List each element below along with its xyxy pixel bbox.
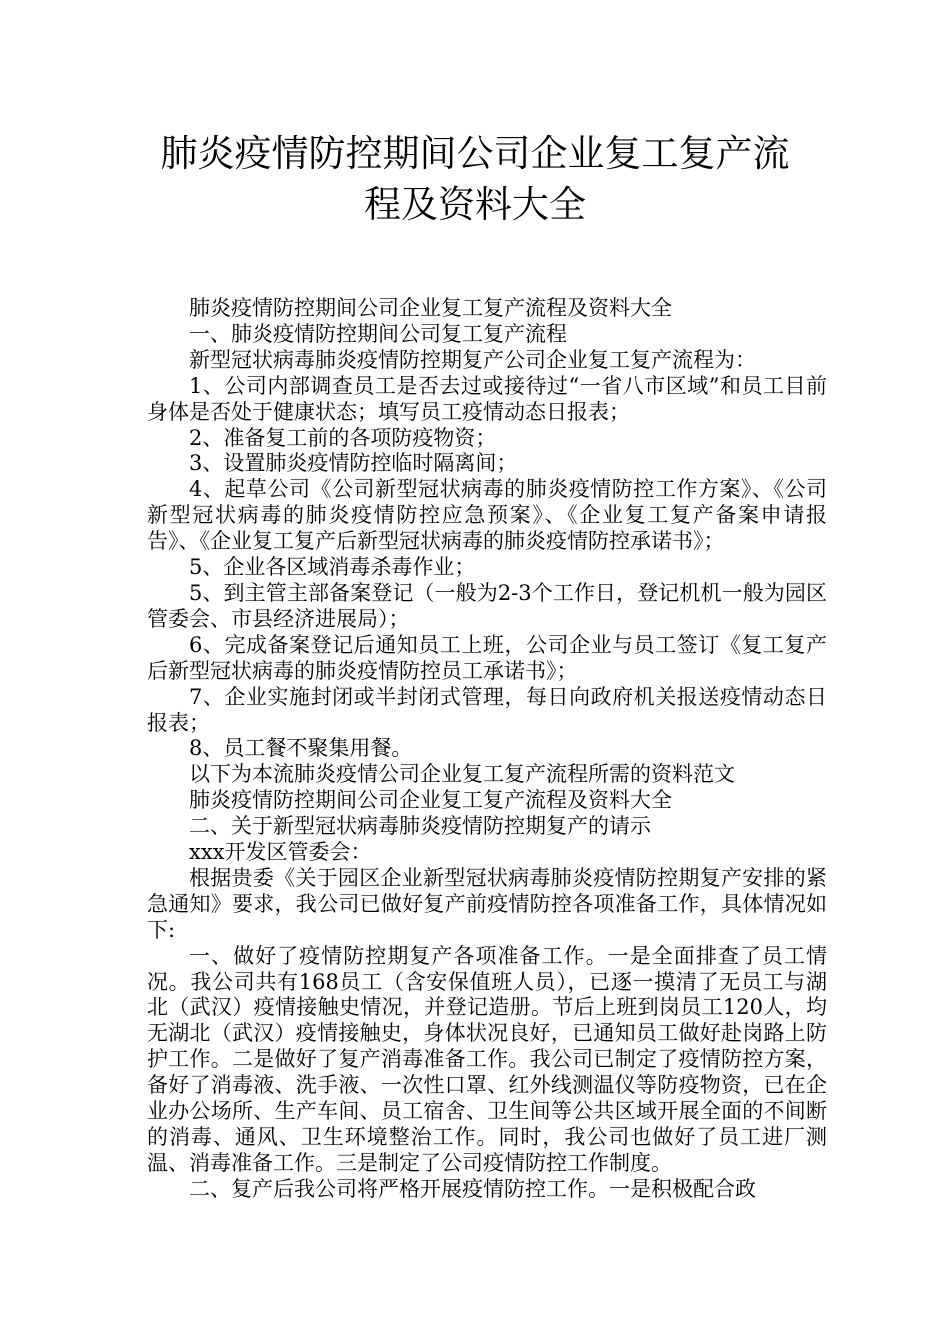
paragraph: 7、企业实施封闭或半封闭式管理，每日向政府机关报送疫情动态日报表； <box>147 684 827 735</box>
document-body <box>147 296 827 1203</box>
paragraph: 3、设置肺炎疫情防控临时隔离间； <box>189 451 518 476</box>
paragraph: 5、到主管主部备案登记（一般为2-3个工作日，登记机机一般为园区管委会、市县经济进展局）； <box>147 580 827 631</box>
paragraph: 一、肺炎疫情防控期间公司复工复产流程 <box>189 321 567 346</box>
paragraph: 新型冠状病毒肺炎疫情防控期复产公司企业复工复产流程为： <box>189 347 756 372</box>
paragraph: 4、起草公司《公司新型冠状病毒的肺炎疫情防控工作方案》、《公司新型冠状病毒的肺炎疫情防控应急预案》、《企业复工复产备案申请报告》、《企业复工复产后新型冠状病毒的肺炎疫情防控承诺书》； <box>147 477 827 554</box>
paragraph: 2、准备复工前的各项防疫物资； <box>189 425 497 450</box>
paragraph: 肺炎疫情防控期间公司企业复工复产流程及资料大全 <box>189 788 672 813</box>
title-line-2: 程及资料大全 <box>364 183 586 226</box>
paragraph: 1、公司内部调查员工是否去过或接待过“一省八市区域”和员工目前身体是否处于健康状态；填写员工疫情动态日报表； <box>147 373 827 424</box>
paragraph: 一、做好了疫情防控期复产各项准备工作。一是全面排查了员工情况。我公司共有168员工（含安保值班人员），已逐一摸清了无员工与湖北（武汉）疫情接触史情况，并登记造册。节后上班到岗员工120人，均无湖北（武汉）疫情接触史，身体状况良好，已通知员工做好赴岗路上防护工作。二是做好了复产消毒准备工作。我公司已制定了疫情防控方案，备好了消毒液、洗手液、一次性口罩、红外线测温仪等防疫物资，已在企业办公场所、生产车间、员工宿舍、卫生间等公共区域开展全面的不间断的消毒、通风、卫生环境整治工作。同时，我公司也做好了员工进厂测温、消毒准备工作。三是制定了公司疫情防控工作制度。 <box>147 943 827 1175</box>
paragraph: 8、员工餐不聚集用餐。 <box>189 736 413 761</box>
paragraph: 肺炎疫情防控期间公司企业复工复产流程及资料大全 <box>189 296 672 320</box>
paragraph: 根据贵委《关于园区企业新型冠状病毒肺炎疫情防控期复产安排的紧急通知》要求，我公司已做好复产前疫情防控各项准备工作，具体情况如下: <box>147 865 827 942</box>
title-line-1: 肺炎疫情防控期间公司企业复工复产流 <box>160 132 790 175</box>
paragraph: 5、企业各区域消毒杀毒作业； <box>189 555 476 580</box>
paragraph: 以下为本流肺炎疫情公司企业复工复产流程所需的资料范文 <box>189 762 735 787</box>
document-title <box>120 128 830 230</box>
paragraph: 二、关于新型冠状病毒肺炎疫情防控期复产的请示 <box>189 814 651 839</box>
paragraph: 6、完成备案登记后通知员工上班，公司企业与员工签订《复工复产后新型冠状病毒的肺炎疫情防控员工承诺书》； <box>147 632 827 683</box>
paragraph: xxx开发区管委会： <box>189 840 372 865</box>
paragraph: 二、复产后我公司将严格开展疫情防控工作。一是积极配合政 <box>189 1176 756 1201</box>
